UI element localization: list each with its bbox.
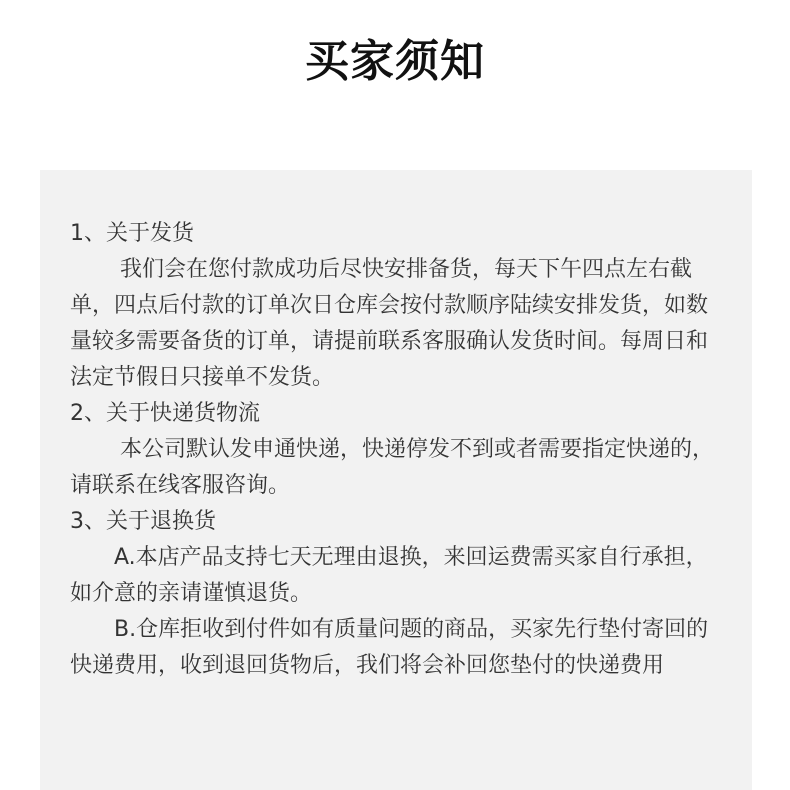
notice-text xyxy=(70,216,722,684)
returns-paragraph-b: B.仓库拒收到付件如有质量问题的商品，买家先行垫付寄回的快递费用，收到退回货物后，我们将会补回您垫付的快递费用 xyxy=(70,617,709,678)
page-title: 买家须知 xyxy=(305,36,485,87)
shipping-paragraph: 我们会在您付款成功后尽快安排备货，每天下午四点左右截单，四点后付款的订单次日仓库会按付款顺序陆续安排发货，如数量较多需要备货的订单，请提前联系客服确认发货时间。每周日和法定节假日只接单不发货。 xyxy=(70,257,709,390)
logistics-paragraph: 本公司默认发申通快递，快递停发不到或者需要指定快递的，请联系在线客服咨询。 xyxy=(70,437,715,498)
section-heading-logistics: 2、关于快递货物流 xyxy=(70,401,260,426)
section-heading-shipping: 1、关于发货 xyxy=(70,221,194,246)
returns-paragraph-a: A.本店产品支持七天无理由退换，来回运费需买家自行承担，如介意的亲请谨慎退货。 xyxy=(70,545,708,606)
section-heading-returns: 3、关于退换货 xyxy=(70,509,216,534)
notice-panel xyxy=(40,170,752,790)
